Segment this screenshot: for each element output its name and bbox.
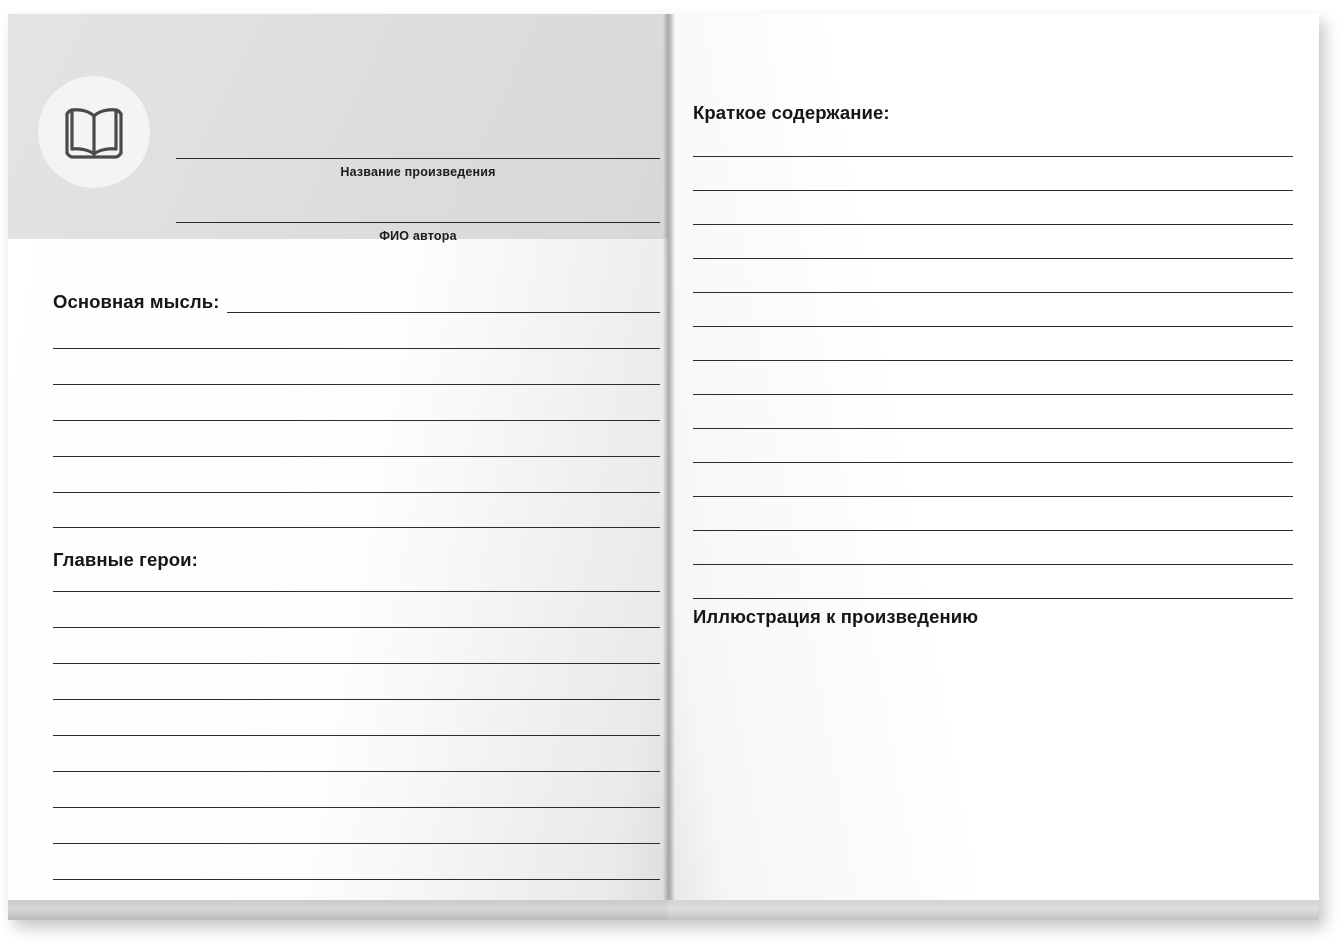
main-characters-line[interactable] [53,735,660,736]
main-idea-line[interactable] [53,456,660,457]
summary-line[interactable] [693,564,1293,565]
summary-line[interactable] [693,428,1293,429]
right-page [668,14,1319,920]
main-idea-line[interactable] [53,492,660,493]
page-bottom-edge-right [668,900,1319,920]
summary-line[interactable] [693,258,1293,259]
main-idea-line[interactable] [53,420,660,421]
main-idea-line[interactable] [227,312,660,313]
title-field-caption: Название произведения [340,165,496,179]
main-idea-line[interactable] [53,384,660,385]
title-field-rule[interactable] [176,158,660,159]
summary-line[interactable] [693,156,1293,157]
main-idea-line[interactable] [53,527,660,528]
main-characters-line[interactable] [53,663,660,664]
main-characters-line[interactable] [53,879,660,880]
main-characters-line[interactable] [53,699,660,700]
section-heading-illustration: Иллюстрация к произведению [693,606,979,627]
main-characters-line[interactable] [53,627,660,628]
summary-line[interactable] [693,292,1293,293]
illustration-drawing-area[interactable] [693,642,1293,892]
summary-line[interactable] [693,326,1293,327]
summary-line[interactable] [693,530,1293,531]
summary-line[interactable] [693,190,1293,191]
main-characters-line[interactable] [53,591,660,592]
summary-line[interactable] [693,496,1293,497]
main-idea-line[interactable] [53,348,660,349]
book-gutter [663,14,675,920]
section-heading-main-characters: Главные герои: [53,549,198,570]
summary-line[interactable] [693,462,1293,463]
author-field-caption: ФИО автора [379,229,457,243]
summary-line[interactable] [693,598,1293,599]
section-heading-summary: Краткое содержание: [693,102,890,123]
main-characters-line[interactable] [53,807,660,808]
left-page [8,14,668,920]
summary-line[interactable] [693,394,1293,395]
author-field-rule[interactable] [176,222,660,223]
main-characters-line[interactable] [53,771,660,772]
open-book-icon [38,76,150,188]
main-characters-line[interactable] [53,843,660,844]
summary-line[interactable] [693,224,1293,225]
summary-line[interactable] [693,360,1293,361]
notebook-spread [8,14,1319,920]
section-heading-main-idea: Основная мысль: [53,291,220,312]
